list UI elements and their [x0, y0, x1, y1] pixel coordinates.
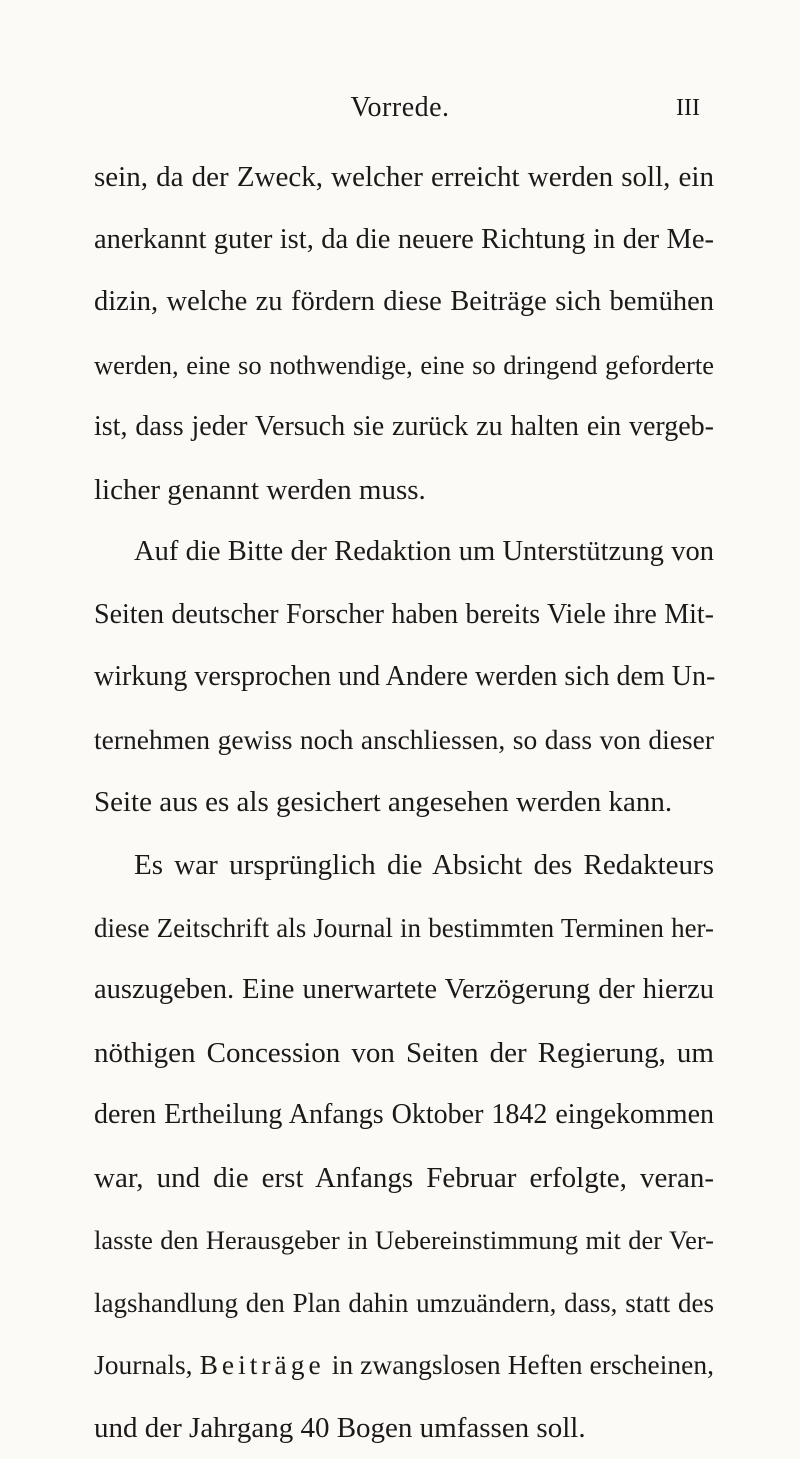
text-line: nöthigen Concession von Seiten der Regierung, um — [94, 1036, 714, 1069]
text-line: und der Jahrgang 40 Bogen umfassen soll. — [94, 1411, 586, 1444]
text-line: anerkannt guter ist, da die neuere Richtung in der Me- — [94, 223, 714, 255]
text-line: lagshandlung den Plan dahin umzuändern, dass, statt des — [94, 1287, 714, 1318]
text-line: wirkung versprochen und Andere werden sich dem Un- — [94, 661, 716, 693]
paragraph-start-line: Es war ursprünglich die Absicht des Redakteurs — [134, 849, 714, 882]
page-header — [0, 88, 800, 128]
text-line: dizin, welche zu fördern diese Beiträge sich bemühen — [94, 286, 714, 318]
text-line: lasste den Herausgeber in Uebereinstimmung mit der Ver- — [94, 1225, 714, 1256]
text-line — [94, 1334, 714, 1397]
text-line: Seite aus es als gesichert angesehen werden kann. — [94, 786, 673, 819]
paragraph-start-line: Auf die Bitte der Redaktion um Unterstützung von — [134, 536, 714, 568]
text-line: deren Ertheilung Anfangs Oktober 1842 eingekommen — [94, 1099, 714, 1131]
text-line: auszugeben. Eine unerwartete Verzögerung der hierzu — [94, 974, 714, 1006]
text-segment: Journals, — [94, 1349, 200, 1381]
text-line: sein, da der Zweck, welcher erreicht werden soll, ein — [94, 161, 714, 193]
page-number: III — [676, 95, 700, 121]
body-text — [94, 146, 714, 1459]
text-line: Seiten deutscher Forscher haben bereits Viele ihre Mit- — [94, 598, 714, 630]
text-line: war, und die erst Anfangs Februar erfolgte, veran- — [94, 1161, 714, 1194]
text-line: ternehmen gewiss noch anschliessen, so dass von dieser — [94, 723, 714, 755]
running-title: Vorrede. — [350, 92, 450, 123]
text-line: werden, eine so nothwendige, eine so dringend geforderte — [94, 349, 714, 380]
text-line: ist, dass jeder Versuch sie zurück zu halten ein vergeb- — [94, 411, 714, 443]
text-line: diese Zeitschrift als Journal in bestimmten Terminen her- — [94, 912, 714, 943]
text-line: licher genannt werden muss. — [94, 473, 426, 506]
text-segment: in zwangslosen Heften erscheinen, — [324, 1349, 714, 1381]
spaced-emphasis: Beiträge — [199, 1349, 325, 1381]
